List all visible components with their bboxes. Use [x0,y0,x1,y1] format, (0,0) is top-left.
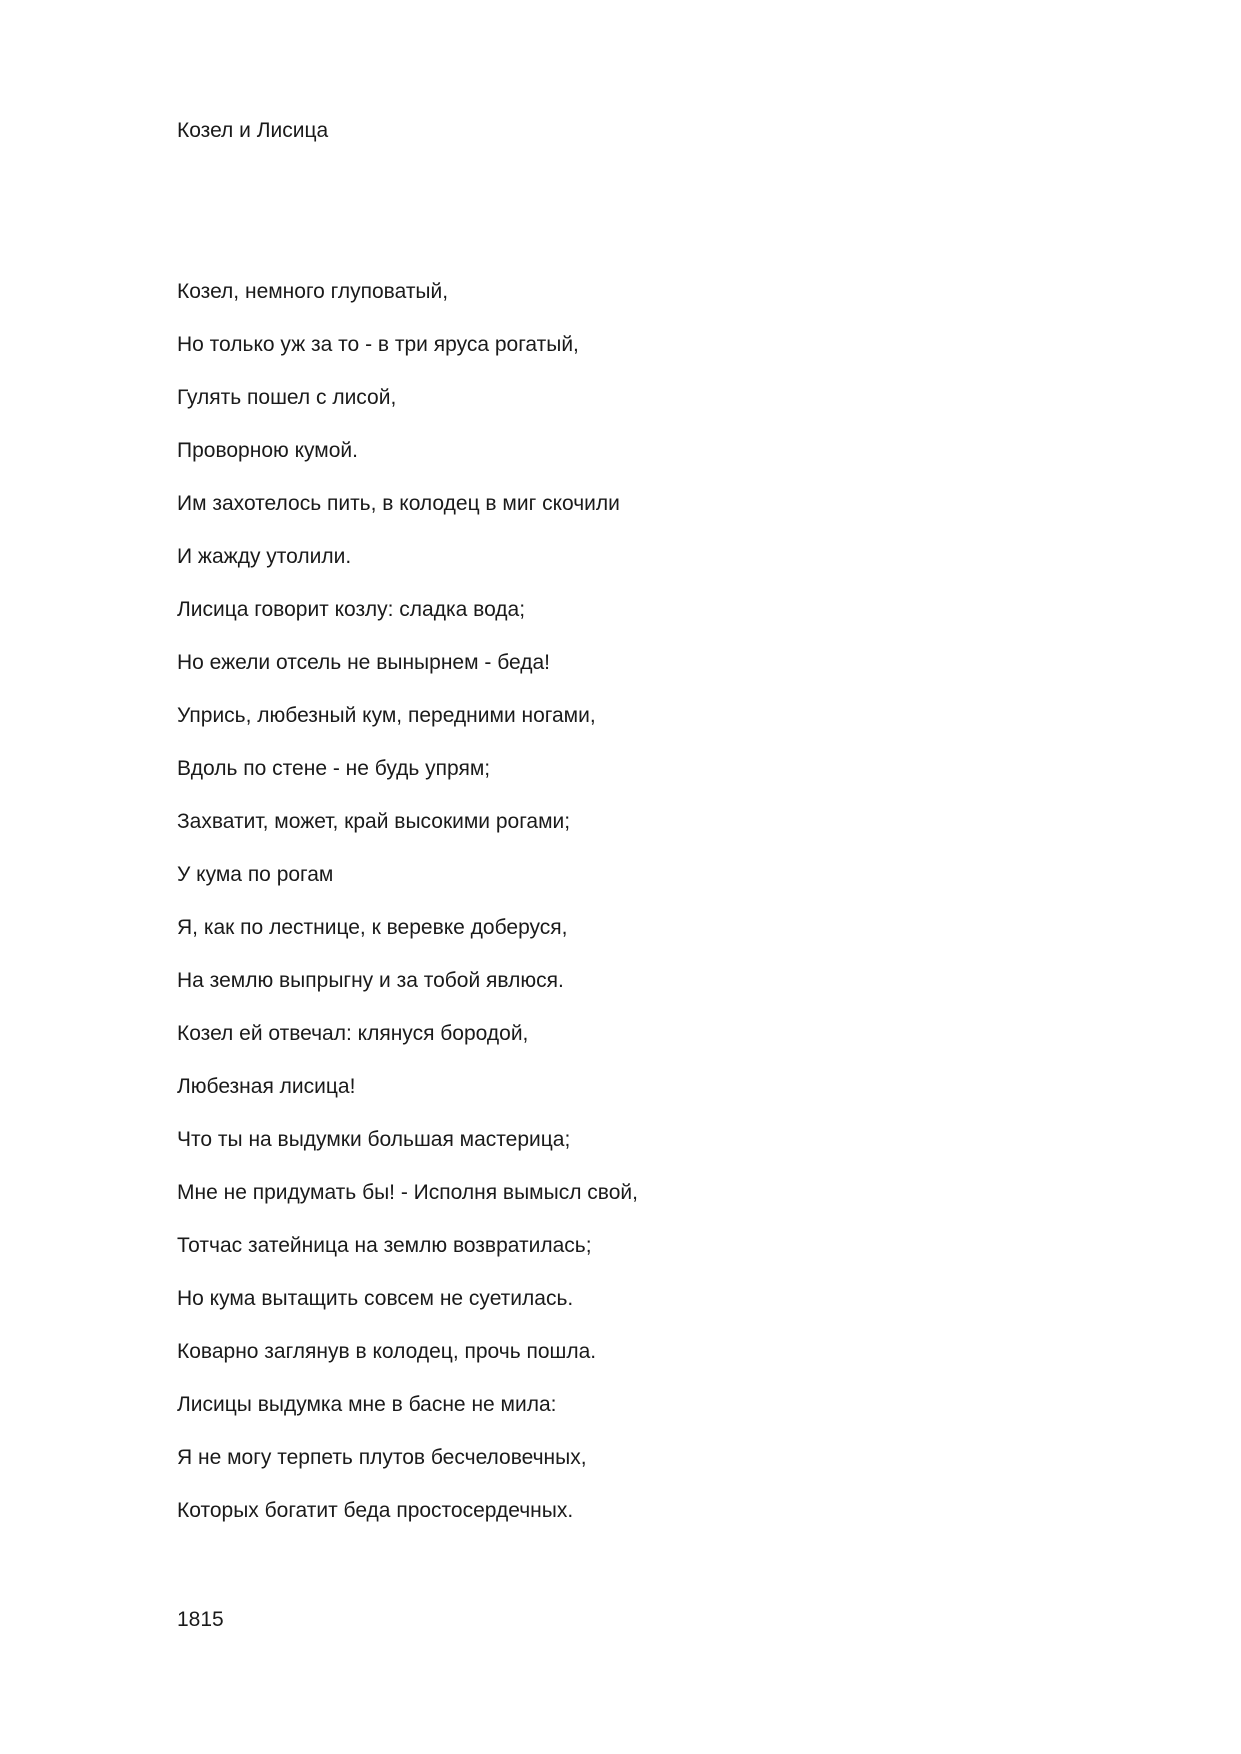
poem-line: Но только уж за то - в три яруса рогатый, [177,333,579,356]
poem-line: Что ты на выдумки большая мастерица; [177,1128,571,1151]
poem-line: Я не могу терпеть плутов бесчеловечных, [177,1446,587,1469]
poem-line: Козел, немного глуповатый, [177,280,449,303]
poem-line: Проворною кумой. [177,439,358,462]
poem-title: Козел и Лисица [177,119,329,142]
poem-line: Лисица говорит козлу: сладка вода; [177,598,526,621]
poem-line: У кума по рогам [177,863,334,886]
poem-line: Вдоль по стене - не будь упрям; [177,757,491,780]
poem-body [177,278,638,1550]
poem-line: Козел ей отвечал: клянуся бородой, [177,1022,529,1045]
poem-line: Но кума вытащить совсем не суетилась. [177,1287,574,1310]
poem-line: На землю выпрыгну и за тобой явлюся. [177,969,564,992]
poem-line: Я, как по лестнице, к веревке доберуся, [177,916,568,939]
poem-year: 1815 [177,1608,224,1631]
poem-line: Но ежели отсель не вынырнем - беда! [177,651,550,674]
poem-line: Тотчас затейница на землю возвратилась; [177,1234,592,1257]
poem-line: И жажду утолили. [177,545,352,568]
poem-line: Которых богатит беда простосердечных. [177,1499,574,1522]
poem-line: Лисицы выдумка мне в басне не мила: [177,1393,557,1416]
poem-line: Любезная лисица! [177,1075,356,1098]
poem-line: Упрись, любезный кум, передними ногами, [177,704,596,727]
poem-line: Мне не придумать бы! - Исполня вымысл свой, [177,1181,638,1204]
poem-line: Захватит, может, край высокими рогами; [177,810,571,833]
poem-line: Коварно заглянув в колодец, прочь пошла. [177,1340,597,1363]
poem-line: Гулять пошел с лисой, [177,386,397,409]
poem-line: Им захотелось пить, в колодец в миг скочили [177,492,620,515]
